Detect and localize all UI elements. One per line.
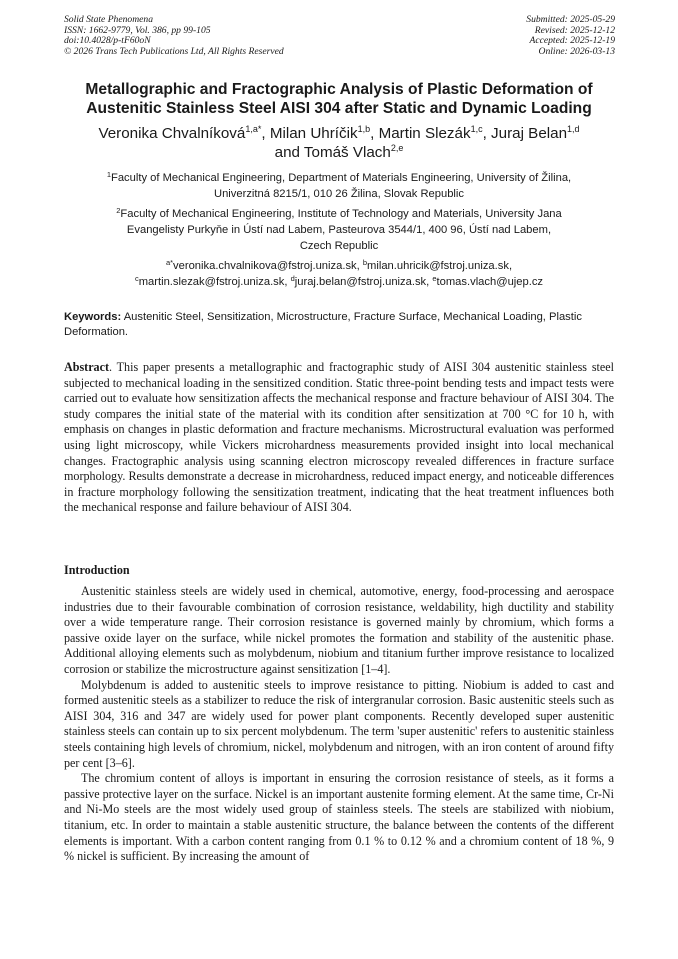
author-affil-mark: 1,b (357, 124, 371, 134)
email-link[interactable]: juraj.belan@fstroj.uniza.sk, (294, 276, 433, 288)
keywords-text: Austenitic Steel, Sensitization, Microstructure, Fracture Surface, Mechanical Loading, Plastic Deformation. (64, 311, 582, 338)
affiliation-mark: 2 (116, 206, 121, 215)
journal-info (64, 15, 284, 58)
introduction-body (64, 584, 614, 865)
keywords-label: Keywords: (64, 311, 122, 323)
author-affil-mark: 1,d (567, 124, 580, 134)
author-affil-mark: 1,c (470, 124, 483, 134)
journal-name: Solid State Phenomena (64, 14, 153, 25)
author-affil-mark: 2,e (390, 143, 404, 153)
paragraph: The chromium content of alloys is important in ensuring the corrosion resistance of steels, as it forms a passive protective layer on the surface. Nickel is an important austenite forming element. At the same time, Cr-Ni and Ni-Mo steels are the most widely used group of stainless steels. The steels are stabilized with niobium, titanium, etc. In order to maintain a stable austenitic structure, the balance between the contents of the different elements is important. With a carbon content ranging from 0.1 % to 0.12 % and a chromium content of 18 %, 9 % nickel is sufficient. By increasing the amount of (64, 771, 614, 864)
title-line: Metallographic and Fractographic Analysis of Plastic Deformation of (85, 81, 593, 98)
paragraph: Molybdenum is added to austenitic steels to improve resistance to pitting. Niobium is added to cast and formed austenitic steels as a stabilizer to reduce the risk of intergranular corrosion. Basic austenitic steels such as AISI 304, 316 and 347 are widely used for power plant components. Recently developed super austenitic stainless steels can contain up to six percent molybdenum. The term 'super austenitic' refers to austenitic stainless steels containing high levels of chromium, nickel, molybdenum and nitrogen, with an iron content of around fifty per cent [3–6]. (64, 677, 614, 770)
abstract-text: . This paper presents a metallographic and fractographic study of AISI 304 austenitic stainless steel subjected to mechanical loading in the sensitized condition. Static three-point bending tests and impact tests were carried out to evaluate how sensitization affects the mechanical response and fracture behaviour of AISI 304. The study compares the initial state of the material with its condition after sensitization at 700 °C for 10 h, with emphasis on changes in plastic deformation and fracture mechanisms. Microstructural evaluation was performed using light microscopy, while Vickers microhardness measurements provided insight into local mechanical changes. Fractographic analysis using scanning electron microscopy revealed differences in fracture surface morphology. Results demonstrate a decrease in microhardness, reduced impact energy, and noticeable differences in fracture morphology following the sensitization treatment, indicating that the heat treatment influences both the mechanical response and failure behaviour of AISI 304. (64, 360, 614, 515)
paragraph: Austenitic stainless steels are widely used in chemical, automotive, energy, food-processing and aerospace industries due to their favourable combination of corrosion resistance, weldability, high ductility and stability over a wide temperature range. Their corrosion resistance is governed mainly by chromium, which forms a passive oxide layer on the surface, while nickel promotes the formation and stability of the austenitic phase. Additional alloying elements such as molybdenum, niobium and titanium further improve resistance to localized corrosion or stabilize the microstructure against sensitization [1–4]. (64, 584, 614, 676)
issn-volume: ISSN: 1662-9779, Vol. 386, pp 99-105 (64, 24, 211, 36)
abstract (64, 360, 614, 516)
email-link[interactable]: tomas.vlach@ujep.cz (436, 276, 544, 288)
accepted-date: Accepted: 2025-12-19 (529, 35, 615, 47)
author-list (40, 124, 638, 162)
submitted-date: Submitted: 2025-05-29 (526, 14, 615, 25)
doi: doi:10.4028/p-tF60oN (64, 35, 151, 47)
paper-title (40, 80, 638, 118)
author-line: Veronika Chvalníková$^{1,a*}$, Milan Uhríčik$^{1,b}$, Martin Slezák$^{1,c}$, Juraj Belan$^{1,d}$ (98, 124, 580, 142)
author-name: Veronika Chvalníková (98, 125, 246, 142)
author-affil-mark: 1,a* (245, 124, 262, 134)
author-line (40, 143, 638, 162)
email-link[interactable]: veronika.chvalnikova@fstroj.uniza.sk, (173, 260, 363, 272)
email-link[interactable]: martin.slezak@fstroj.uniza.sk, (138, 276, 291, 288)
title-line: Austenitic Stainless Steel AISI 304 after Static and Dynamic Loading (86, 100, 592, 117)
keywords (64, 310, 614, 339)
copyright: © 2026 Trans Tech Publications Ltd, All Rights Reserved (64, 46, 284, 58)
affiliation-mark: 1 (106, 170, 111, 179)
publication-dates (526, 15, 615, 58)
affiliation-2: $^2$Faculty of Mechanical Engineering, Institute of Technology and Materials, University Jana Evangelisty Purkyňe in Ústí nad Labem, Pasteurova 3544/1, 400 96, Ústí nad Labem, Czech Republic (116, 206, 562, 252)
online-date: Online: 2026-03-13 (538, 46, 615, 58)
author-emails: $^{a*}$veronika.chvalnikova@fstroj.uniza.sk, $^b$milan.uhricik@fstroj.uniza.sk, $^c$martin.slezak@fstroj.uniza.sk, $^d$juraj.belan@fstroj.uniza.sk, $^e$tomas.vlach@ujep.cz (134, 258, 544, 288)
revised-date: Revised: 2025-12-12 (534, 24, 615, 36)
abstract-label: Abstract (64, 360, 110, 374)
author-name: Martin Slezák (378, 125, 471, 142)
author-name: and Tomáš Vlach (274, 144, 391, 161)
section-heading: Introduction (64, 563, 130, 577)
affiliation-1: $^1$Faculty of Mechanical Engineering, Department of Materials Engineering, University of Žilina, Univerzitná 8215/1, 010 26 Žilina, Slovak Republic (106, 170, 572, 200)
email-link[interactable]: milan.uhricik@fstroj.uniza.sk, (367, 260, 513, 272)
author-name: Milan Uhríčik (269, 125, 358, 142)
author-name: Juraj Belan (491, 125, 568, 142)
